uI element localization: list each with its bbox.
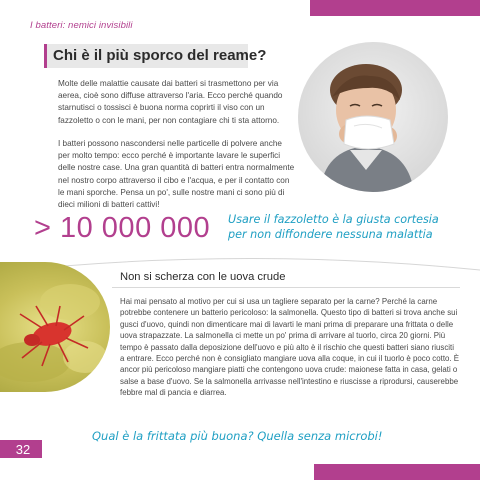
bottom-accent-bar [314,464,480,480]
title-underline [112,287,460,288]
sneezing-child-photo [298,42,448,192]
section-title: Non si scherza con le uova crude [120,271,286,283]
running-head: I batteri: nemici invisibili [30,20,133,31]
mite-illustration [0,262,110,392]
bacteria-count-figure: > 10 000 000 [34,212,211,244]
handwritten-quote: Usare il fazzoletto è la giusta cortesia per non diffondere nessuna malattia [228,213,439,241]
section-title-box [44,44,267,68]
top-accent-bar [310,0,480,16]
section-title: Chi è il più sporco del reame? [53,47,267,64]
handwritten-quote: Qual è la frittata più buona? Quella senza microbi! [92,429,383,443]
microbe-photo [0,262,110,392]
paragraph: Molte delle malattie causate dai batteri si trasmettono per via aerea, cioè sono diffuse attraverso l'aria. Ecco perché quando starnutisci o tossisci è buona norma coprirti il viso con un fazzoletto o con le mani, per non contagiare chi ti sta attorno. [58,79,283,125]
sneezing-child-illustration [298,42,448,192]
page-number: 32 [15,442,31,457]
paragraph: Hai mai pensato al motivo per cui si usa un tagliere separato per la carne? Perché la carne potrebbe contenere un batterio pericoloso: la salmonella. Questo tipo di batteri si trova anche sui gusci d'uovo, quindi non dimenticare mai di lavarti le mani prima di preparare una frittata o delle uova strapazzate. La salmonella ci mette un po' prima di arrivare al tuorlo, circa 20 giorni. Più tempo è passato dalla deposizione dell'uovo e più alto è il rischio che questi batteri siano riusciti a entrare. Ecco perché non è consigliato mangiare uova alla coque, in cui il tuorlo è poco cotto. È ancor più pericoloso mangiare piatti che contengono uova crude: maionese fatta in casa, gelati o salse a base d'uovo. Se la salmonella arrivasse nell'intestino e riuscisse a riprodursi, causerebbe febbre mal di pancia e diarrea. [120,297,460,398]
paragraph: I batteri possono nascondersi nelle particelle di polvere anche per molto tempo: ecco perché è importante lavare le superfici delle nostre case. Una gran quantità di batteri entra normalmente nel nostro corpo attraverso il cibo e l'acqua, e per il contatto con le mani sporche. Pensa un po', sulle nostre mani ci sono più di dieci milioni di batteri cattivi! [58,139,295,210]
